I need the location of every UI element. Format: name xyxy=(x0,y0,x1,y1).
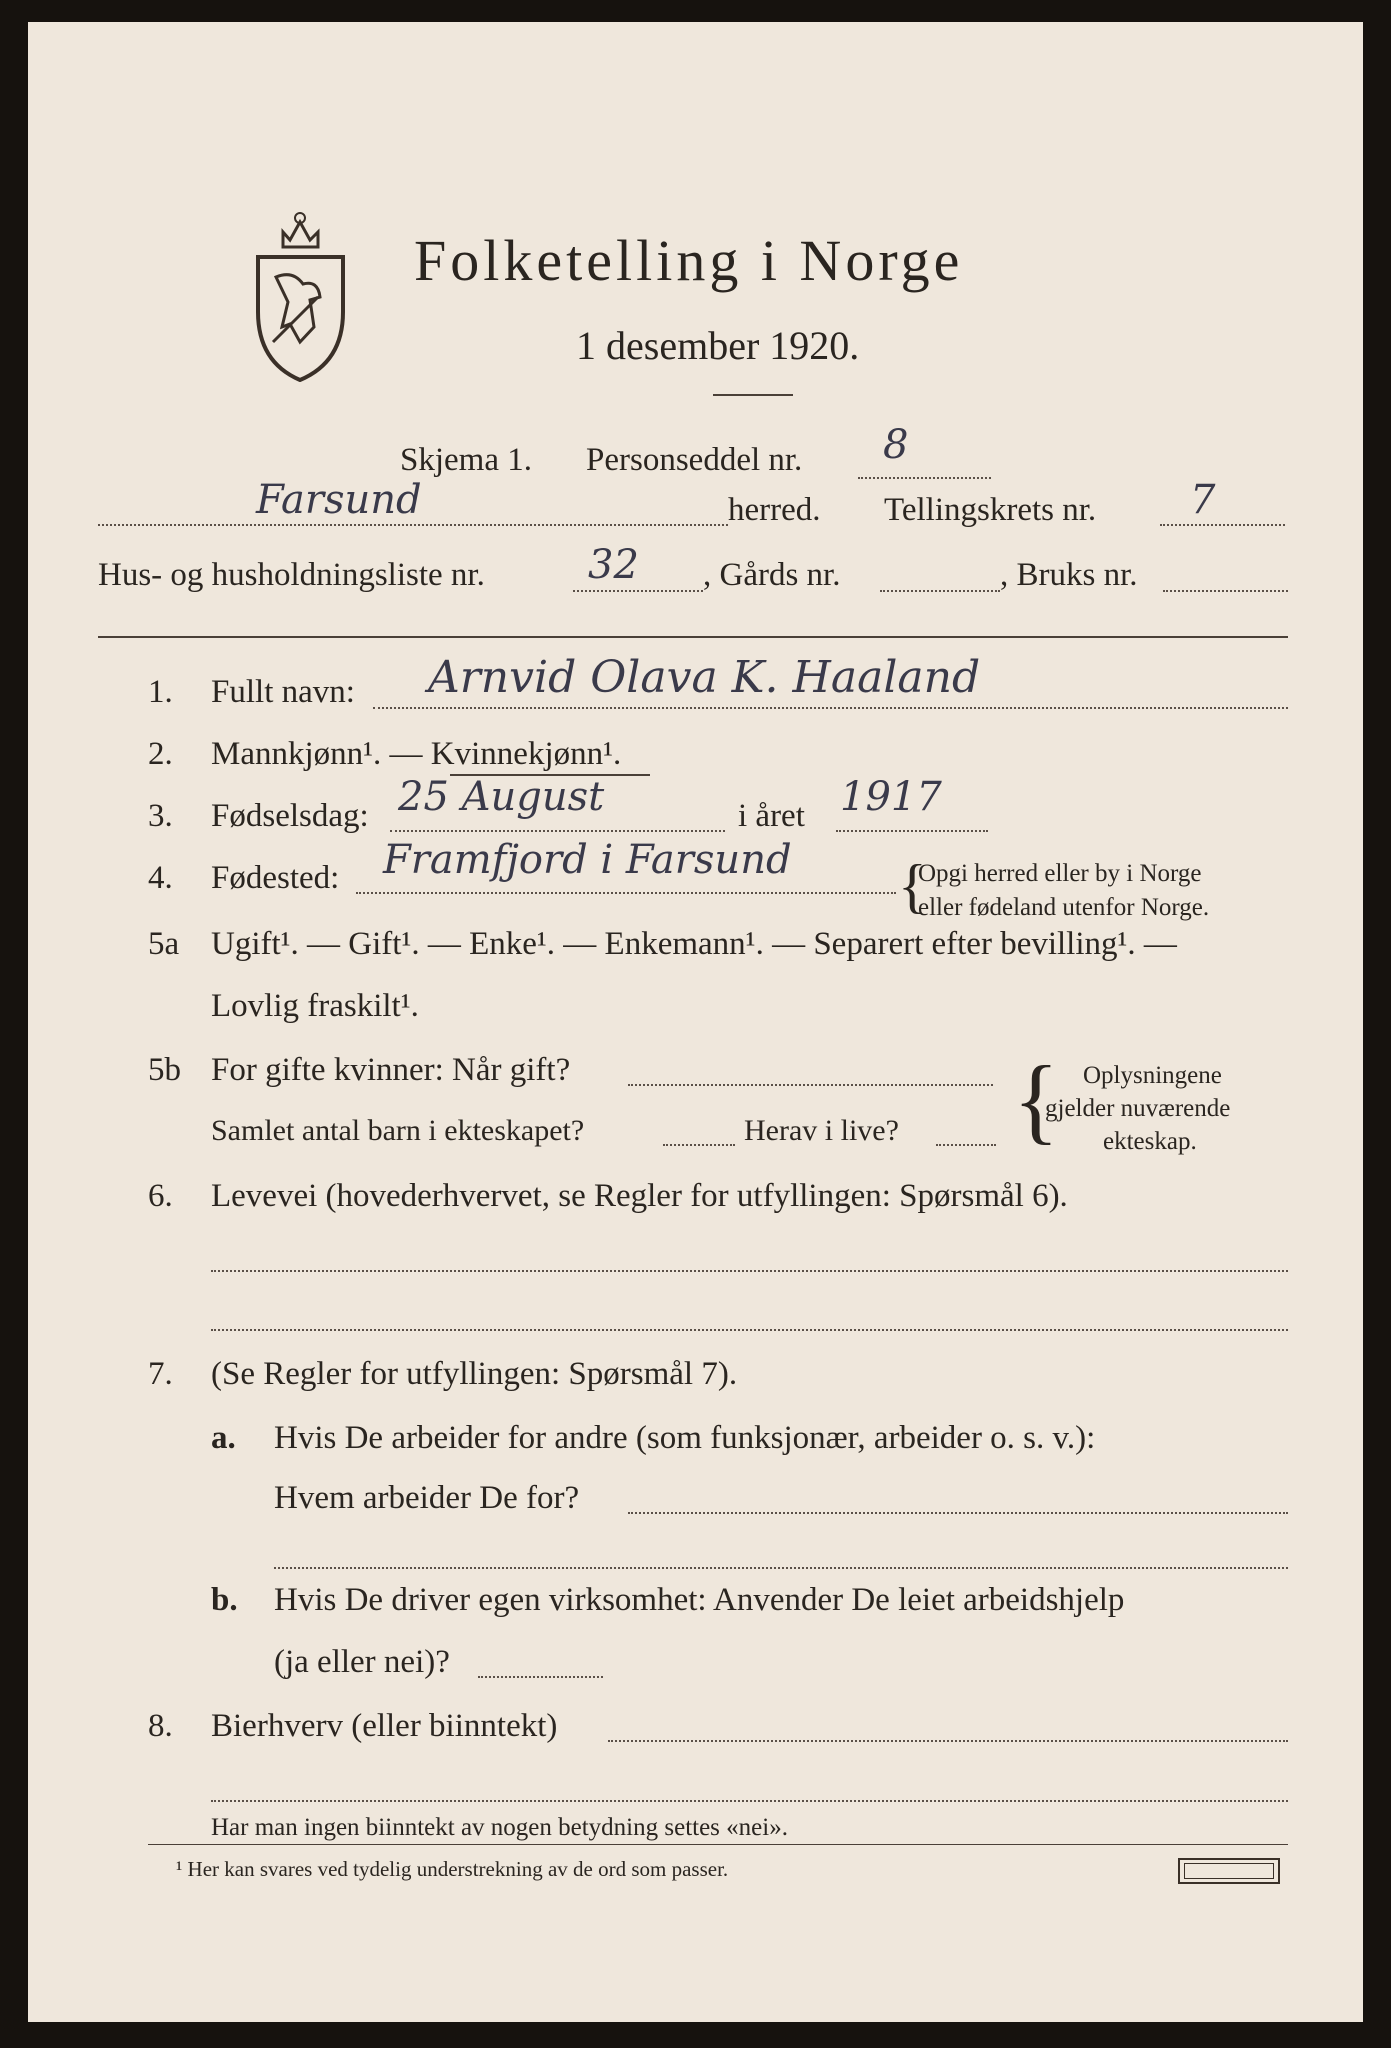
farm-number-label: , Gårds nr. xyxy=(703,557,841,593)
q5b-note-line1: Oplysningene xyxy=(1083,1062,1222,1089)
q5b-note-line2: gjelder nuværende xyxy=(1045,1095,1231,1122)
q8-number: 8. xyxy=(148,1708,173,1744)
coat-of-arms-icon xyxy=(248,202,353,382)
q5b-number: 5b xyxy=(148,1052,181,1088)
q2-number: 2. xyxy=(148,736,173,772)
q4-note-line2: eller fødeland utenfor Norge. xyxy=(918,894,1210,921)
q2-options: Mannkjønn¹. — Kvinnekjønn¹. xyxy=(211,736,622,772)
municipality-label: herred. xyxy=(728,492,821,528)
q5a-options-line1: Ugift¹. — Gift¹. — Enke¹. — Enkemann¹. — Separert efter bevilling¹. — xyxy=(211,926,1177,962)
q3-date: 25 August xyxy=(398,774,605,820)
q5a-number: 5a xyxy=(148,926,180,962)
census-date: 1 desember 1920. xyxy=(576,323,860,368)
q7-label: (Se Regler for utfyllingen: Spørsmål 7). xyxy=(211,1356,738,1392)
q5b-brace: { xyxy=(1013,1046,1060,1153)
q7b-text: Hvis De driver egen virksomhet: Anvender De leiet arbeidshjelp xyxy=(274,1582,1125,1618)
district-label: Tellingskrets nr. xyxy=(884,492,1097,528)
q7b-yes-no: (ja eller nei)? xyxy=(274,1644,450,1680)
q1-label: Fullt navn: xyxy=(211,674,355,710)
form-title: Folketelling i Norge xyxy=(414,228,964,293)
q7a-who-label: Hvem arbeider De for? xyxy=(274,1480,580,1516)
q6-number: 6. xyxy=(148,1178,173,1214)
q7a-letter: a. xyxy=(211,1420,236,1456)
household-list-number: 32 xyxy=(588,542,639,588)
person-slip-number: 8 xyxy=(883,422,909,468)
q3-number: 3. xyxy=(148,798,173,834)
q4-note-line1: Opgi herred eller by i Norge xyxy=(918,860,1202,887)
q5b-note-line3: ekteskap. xyxy=(1103,1128,1197,1155)
q5a-options-line2: Lovlig fraskilt¹. xyxy=(211,988,419,1024)
q7a-text: Hvis De arbeider for andre (som funksjonær, arbeider o. s. v.): xyxy=(274,1420,1096,1456)
q7-number: 7. xyxy=(148,1356,173,1392)
q7b-letter: b. xyxy=(211,1582,238,1618)
household-list-label: Hus- og husholdningsliste nr. xyxy=(98,557,485,593)
title-divider xyxy=(713,394,793,396)
person-slip-label: Personseddel nr. xyxy=(586,442,803,478)
q5b-alive-label: Herav i live? xyxy=(744,1114,899,1147)
use-number-label: , Bruks nr. xyxy=(1000,557,1138,593)
q5b-married-when: For gifte kvinner: Når gift? xyxy=(211,1052,571,1088)
q6-label: Levevei (hovederhvervet, se Regler for utfyllingen: Spørsmål 6). xyxy=(211,1178,1068,1214)
q8-label: Bierhverv (eller biinntekt) xyxy=(211,1708,558,1744)
q4-number: 4. xyxy=(148,860,173,896)
header-divider xyxy=(98,636,1288,638)
printer-stamp xyxy=(1178,1858,1280,1884)
schema-label: Skjema 1. xyxy=(400,442,532,478)
q4-value: Framfjord i Farsund xyxy=(383,837,792,883)
q4-label: Fødested: xyxy=(211,860,340,896)
footer-divider xyxy=(148,1844,1288,1845)
q5b-children-total: Samlet antal barn i ekteskapet? xyxy=(211,1114,585,1147)
q3-year-label: i året xyxy=(738,798,805,834)
q8-note: Har man ingen biinntekt av nogen betydning settes «nei». xyxy=(211,1814,788,1841)
q1-value: Arnvid Olava K. Haaland xyxy=(428,652,981,703)
district-number: 7 xyxy=(1190,477,1216,523)
q3-year: 1917 xyxy=(840,774,942,820)
q4-brace: { xyxy=(898,853,927,919)
footnote: ¹ Her kan svares ved tydelig understrekning av de ord som passer. xyxy=(176,1857,729,1881)
q3-label: Fødselsdag: xyxy=(211,798,369,834)
municipality-value: Farsund xyxy=(256,477,422,523)
census-form xyxy=(28,22,1363,2022)
q1-number: 1. xyxy=(148,674,173,710)
